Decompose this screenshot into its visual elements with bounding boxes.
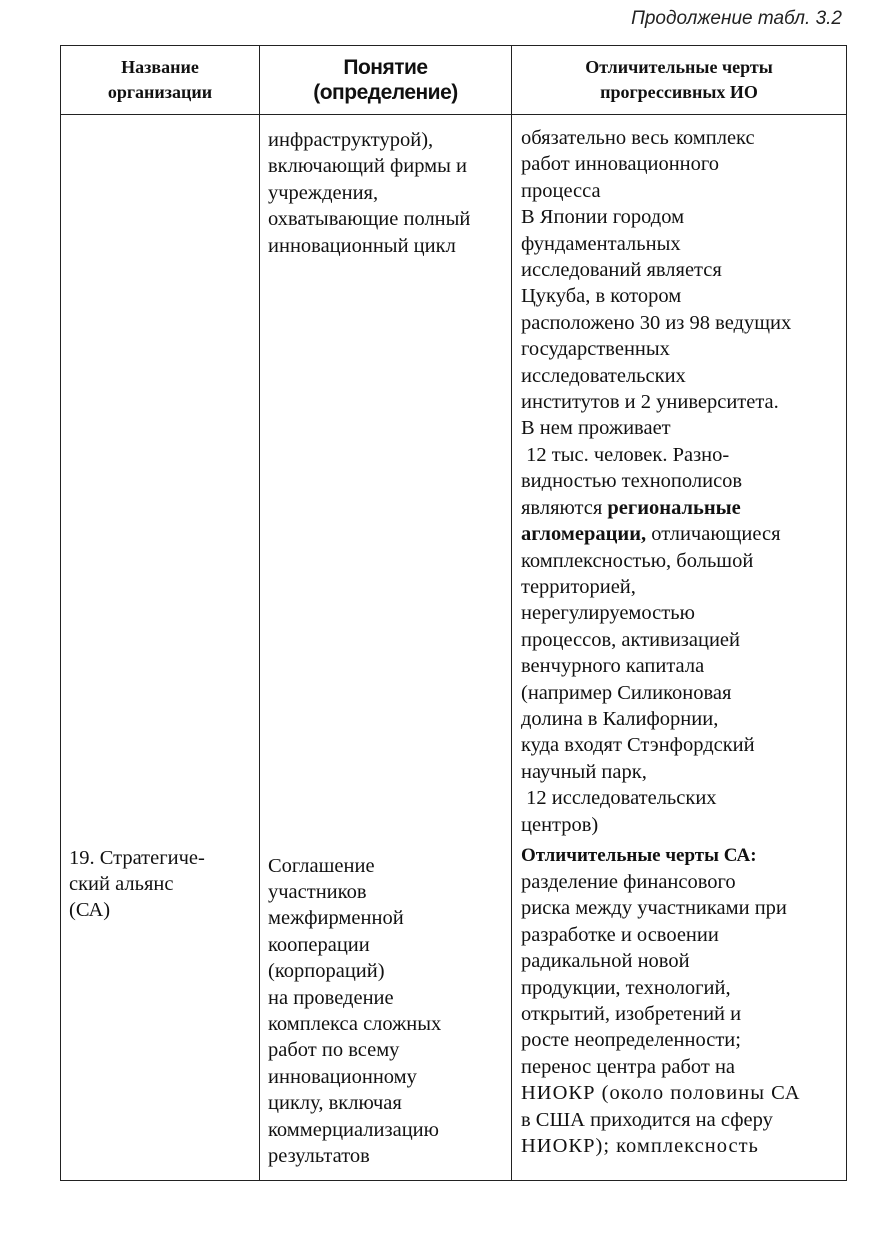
text-line: (например Силиконовая bbox=[521, 681, 732, 704]
text-line: венчурного капитала bbox=[521, 655, 705, 678]
text-line: видностью технополисов bbox=[521, 470, 743, 493]
text-line: комплекса сложных bbox=[268, 1012, 442, 1035]
text-line: 19. Стратегиче- bbox=[69, 846, 205, 869]
bold-term: агломерации, bbox=[521, 523, 647, 546]
text-line: (СА) bbox=[69, 899, 111, 922]
text-line: исследований является bbox=[521, 259, 722, 282]
text-line: участников bbox=[268, 880, 367, 903]
header-concept bbox=[260, 46, 512, 115]
text-line: межфирменной bbox=[268, 907, 404, 930]
text-line: В нем проживает bbox=[521, 417, 671, 440]
text-line: включающий фирмы и bbox=[268, 155, 468, 178]
text-line: коммерциализацию bbox=[268, 1118, 439, 1141]
header-text: прогрессивных ИО bbox=[600, 82, 758, 102]
text-line: Соглашение bbox=[268, 854, 375, 877]
text-line: государственных bbox=[521, 338, 670, 361]
text-line: НИОКР (около половины СА bbox=[521, 1082, 801, 1105]
cell-name bbox=[61, 841, 260, 1181]
text-line: в США приходится на сферу bbox=[521, 1108, 773, 1131]
text-line: риска между участниками при bbox=[521, 897, 787, 920]
text-line: кооперации bbox=[268, 933, 370, 956]
text-line: работ инновационного bbox=[521, 153, 720, 176]
features-title: Отличительные черты СА: bbox=[521, 844, 757, 866]
text-line: (корпораций) bbox=[268, 960, 385, 983]
text-line: работ по всему bbox=[268, 1039, 400, 1062]
text-line: инновационный цикл bbox=[268, 234, 456, 257]
text-fragment: отличающиеся bbox=[646, 523, 781, 546]
text-line: НИОКР); комплексность bbox=[521, 1134, 759, 1157]
text-line: радикальной новой bbox=[521, 950, 690, 973]
text-line: В Японии городом bbox=[521, 206, 685, 229]
text-line bbox=[521, 495, 842, 521]
text-line: расположено 30 из 98 ведущих bbox=[521, 311, 792, 334]
text-line: продукции, технологий, bbox=[521, 976, 731, 999]
text-line: циклу, включая bbox=[268, 1092, 402, 1115]
text-line: на проведение bbox=[268, 986, 394, 1009]
cell-concept bbox=[260, 841, 512, 1181]
text-line: процесса bbox=[521, 179, 601, 202]
text-line: открытий, изобретений и bbox=[521, 1002, 742, 1025]
text-line: разделение финансового bbox=[521, 870, 736, 893]
header-text: организации bbox=[107, 82, 213, 102]
text-line: нерегулируемостью bbox=[521, 602, 695, 625]
text-line: инфраструктурой), bbox=[268, 129, 434, 151]
cell-features bbox=[512, 841, 847, 1181]
header-organization-name bbox=[61, 46, 260, 115]
text-line: Цукуба, в котором bbox=[521, 285, 682, 308]
text-fragment: являются bbox=[521, 496, 608, 519]
text-line: куда входят Стэнфордский bbox=[521, 734, 755, 757]
cell-features bbox=[512, 115, 847, 841]
text-line: инновационному bbox=[268, 1065, 417, 1088]
bold-term: региональные bbox=[607, 496, 741, 519]
header-text: (определение) bbox=[313, 81, 458, 104]
text-line: росте неопределенности; bbox=[521, 1029, 741, 1052]
text-line: разработке и освоении bbox=[521, 923, 719, 946]
text-line: результатов bbox=[268, 1144, 370, 1167]
text-line: перенос центра работ на bbox=[521, 1055, 736, 1078]
header-features bbox=[512, 46, 847, 115]
text-line: институтов и 2 университета. bbox=[521, 391, 779, 414]
text-line: учреждения, bbox=[268, 181, 379, 204]
header-text: Название bbox=[121, 57, 199, 77]
text-line: территорией, bbox=[521, 575, 636, 598]
table-caption: Продолжение табл. 3.2 bbox=[631, 8, 842, 29]
header-text: Понятие bbox=[343, 56, 428, 79]
table-row-continued bbox=[61, 115, 847, 841]
text-line: 12 тыс. человек. Разно- bbox=[521, 443, 730, 466]
text-line: обязательно весь комплекс bbox=[521, 127, 755, 149]
header-text: Отличительные черты bbox=[585, 57, 773, 77]
text-line: ский альянс bbox=[69, 872, 174, 895]
text-line: долина в Калифорнии, bbox=[521, 707, 719, 730]
text-line: процессов, активизацией bbox=[521, 628, 741, 651]
cell-name-empty bbox=[61, 115, 260, 841]
text-line: комплексностью, большой bbox=[521, 549, 754, 572]
text-line: исследовательских bbox=[521, 364, 686, 387]
text-line: 12 исследовательских bbox=[521, 787, 717, 810]
text-line: охватывающие полный bbox=[268, 208, 471, 231]
cell-concept bbox=[260, 115, 512, 841]
text-line bbox=[521, 521, 842, 547]
text-line: научный парк, bbox=[521, 760, 647, 783]
organizations-table bbox=[60, 45, 847, 1181]
text-line: центров) bbox=[521, 813, 599, 836]
text-line: фундаментальных bbox=[521, 232, 681, 255]
table-row-19 bbox=[61, 841, 847, 1181]
table-header-row bbox=[61, 46, 847, 115]
